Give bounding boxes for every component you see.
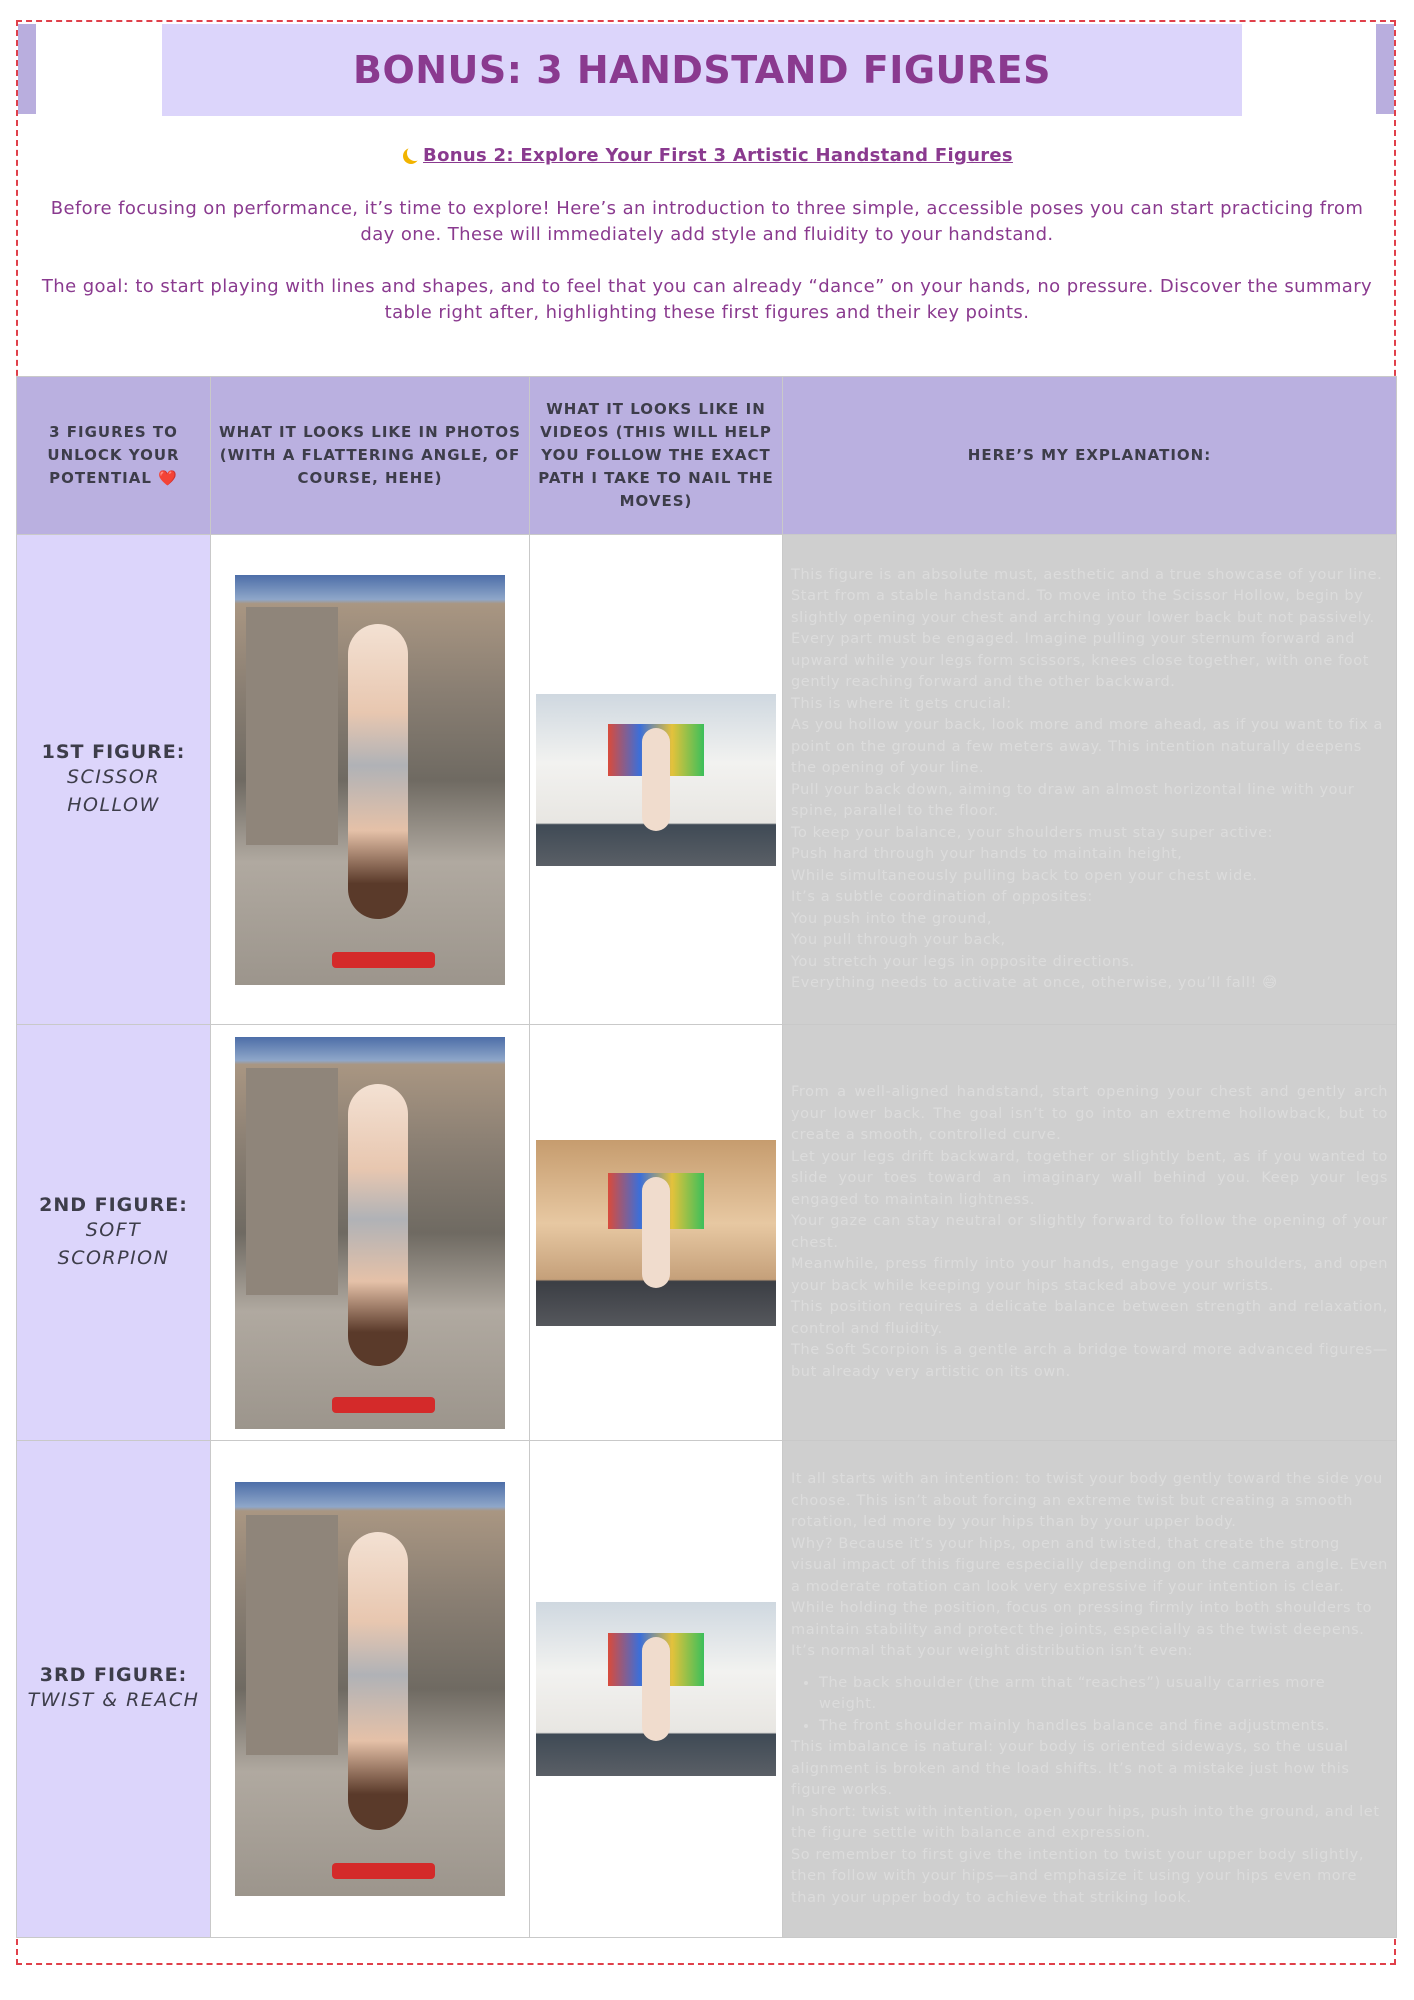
video-cell xyxy=(530,535,783,1025)
photo-person xyxy=(348,1084,407,1366)
explanation-paragraph: This figure is an absolute must, aesthetic and a true showcase of your line. xyxy=(791,566,1383,583)
figure-number: 2ND FIGURE: xyxy=(39,1193,188,1216)
photo-handstand-bars xyxy=(332,1397,435,1413)
video-person xyxy=(642,728,671,831)
intro-paragraph-2: The goal: to start playing with lines and shapes, and to feel that you can already “dance” on your hands, no pressure. Discover the summary table right after, highlighting these first figures and their key points. xyxy=(41,275,1373,323)
explanation-cell xyxy=(783,1441,1397,1938)
left-accent-block xyxy=(18,24,36,114)
figure-label-cell xyxy=(17,1025,211,1441)
figure-photo-image[interactable] xyxy=(235,575,505,985)
explanation-paragraph: While simultaneously pulling back to open your chest wide. xyxy=(791,867,1258,884)
explanation-bullet: • The back shoulder (the arm that “reaches”) usually carries more weight. xyxy=(819,1673,1388,1716)
explanation-paragraph: Let your legs drift backward, together or slightly bent, as if you wanted to slide your toes toward an imaginary wall behind you. Keep your legs engaged to maintain lightness. xyxy=(791,1148,1388,1208)
photo-pillar xyxy=(246,607,338,845)
explanation-paragraph: So remember to first give the intention to twist your upper body slightly, then follow with your hips—and emphasize it using your hips even more than your upper body to achieve that striking look. xyxy=(791,1846,1365,1906)
photo-cell xyxy=(211,535,530,1025)
table-row xyxy=(17,1441,1397,1938)
intro-subtitle-text: Bonus 2: Explore Your First 3 Artistic Handstand Figures xyxy=(423,145,1013,166)
intro-section xyxy=(40,145,1374,326)
header-figures: 3 FIGURES TO UNLOCK YOUR POTENTIAL ❤️ xyxy=(17,377,211,535)
explanation-paragraph: To keep your balance, your shoulders must stay super active: xyxy=(791,824,1274,841)
photo-pillar xyxy=(246,1515,338,1755)
explanation-paragraph: It all starts with an intention: to twist your body gently toward the side you choose. This isn’t about forcing an extreme twist but creating a smooth rotation, led more by your hips than by your upper body. xyxy=(791,1471,1383,1530)
title-banner xyxy=(162,24,1242,116)
figure-photo-image[interactable] xyxy=(235,1482,505,1896)
photo-handstand-bars xyxy=(332,952,435,968)
intro-subtitle xyxy=(401,145,1013,166)
figures-table xyxy=(16,376,1397,1938)
photo-cell xyxy=(211,1025,530,1441)
explanation-paragraph: Pull your back down, aiming to draw an almost horizontal line with your spine, parallel to the floor. xyxy=(791,781,1355,819)
figure-number: 3RD FIGURE: xyxy=(39,1664,188,1686)
explanation-paragraph: Meanwhile, press firmly into your hands, engage your shoulders, and open your back while keeping your hips stacked above your wrists. xyxy=(791,1256,1388,1294)
explanation-paragraph: While holding the position, focus on pressing firmly into both shoulders to maintain stability and protect the joints, especially as the twist deepens. xyxy=(791,1600,1373,1638)
video-person xyxy=(642,1177,671,1289)
explanation-paragraph: Push hard through your hands to maintain height, xyxy=(791,846,1183,862)
figure-video-thumbnail[interactable] xyxy=(536,694,776,866)
header-photos: WHAT IT LOOKS LIKE IN PHOTOS (WITH A FLATTERING ANGLE, OF COURSE, HEHE) xyxy=(211,377,530,535)
explanation-cell xyxy=(783,535,1397,1025)
photo-pillar xyxy=(246,1068,338,1295)
explanation-paragraph: Start from a stable handstand. To move into the Scissor Hollow, begin by slightly opening your chest and arching your lower back but not passively. Every part must be engaged. Imagine pulling your sternum forward and upward while your legs form scissors, knees close together, with one foot gently reaching forward and the other backward. xyxy=(791,588,1375,690)
explanation-paragraph: Your gaze can stay neutral or slightly forward to follow the opening of your chest. xyxy=(791,1213,1388,1251)
explanation-paragraph: As you hollow your back, look more and more ahead, as if you want to fix a point on the ground a few meters away. This intention naturally deepens the opening of your line. xyxy=(791,717,1384,776)
figure-name: SOFT SCORPION xyxy=(57,1218,170,1269)
explanation-paragraph: You push into the ground, xyxy=(791,910,993,927)
page-title: BONUS: 3 HANDSTAND FIGURES xyxy=(352,48,1051,92)
explanation-paragraph: This position requires a delicate balance between strength and relaxation, control and fluidity. xyxy=(791,1299,1388,1337)
photo-person xyxy=(348,1532,407,1830)
explanation-paragraph: This is where it gets crucial: xyxy=(791,695,1012,712)
explanation-paragraph: In short: twist with intention, open your hips, push into the ground, and let the figure settle with balance and expression. xyxy=(791,1803,1380,1841)
table-row xyxy=(17,535,1397,1025)
figure-label-cell xyxy=(17,1441,211,1938)
explanation-paragraph: It’s normal that your weight distribution isn’t even: xyxy=(791,1643,1194,1659)
table-header-row xyxy=(17,377,1397,535)
figure-video-thumbnail[interactable] xyxy=(536,1140,776,1326)
photo-cell xyxy=(211,1441,530,1938)
right-accent-block xyxy=(1376,24,1394,114)
photo-person xyxy=(348,624,407,919)
video-person xyxy=(642,1637,671,1741)
moon-icon xyxy=(407,145,423,161)
explanation-text xyxy=(783,1082,1396,1383)
header-videos: WHAT IT LOOKS LIKE IN VIDEOS (THIS WILL HELP YOU FOLLOW THE EXACT PATH I TAKE TO NAIL THE MOVES) xyxy=(530,377,783,535)
explanation-paragraph: Everything needs to activate at once, otherwise, you’ll fall! 😅 xyxy=(791,975,1278,991)
header-explanation: HERE’S MY EXPLANATION: xyxy=(783,377,1397,535)
figure-name: TWIST & REACH xyxy=(27,1689,200,1711)
intro-paragraph-1: Before focusing on performance, it’s time to explore! Here’s an introduction to three simple, accessible poses you can start practicing from day one. These will immediately add style and fluidity to your handstand. xyxy=(50,197,1364,245)
video-cell xyxy=(530,1025,783,1441)
explanation-bullet: • The front shoulder mainly handles balance and fine adjustments. xyxy=(819,1716,1388,1738)
explanation-text xyxy=(783,565,1396,995)
figure-number: 1ST FIGURE: xyxy=(41,740,186,763)
photo-handstand-bars xyxy=(332,1863,435,1880)
explanation-text xyxy=(783,1469,1396,1909)
figure-photo-image[interactable] xyxy=(235,1037,505,1429)
explanation-paragraph: Why? Because it’s your hips, open and twisted, that create the strong visual impact of this figure especially depending on the camera angle. Even a moderate rotation can look very expressive if your intention is clear. xyxy=(791,1535,1388,1595)
explanation-paragraph: The Soft Scorpion is a gentle arch a bridge toward more advanced figures—but already very artistic on its own. xyxy=(791,1342,1388,1380)
figure-name: SCISSOR HOLLOW xyxy=(66,765,161,816)
explanation-bullets xyxy=(819,1673,1388,1738)
table-row xyxy=(17,1025,1397,1441)
explanation-paragraph: This imbalance is natural: your body is oriented sideways, so the usual alignment is broken and the load shifts. It’s not a mistake just how this figure works. xyxy=(791,1739,1350,1798)
explanation-paragraph: You stretch your legs in opposite directions. xyxy=(791,953,1135,970)
explanation-paragraph: You pull through your back, xyxy=(791,932,1006,948)
video-cell xyxy=(530,1441,783,1938)
figure-label-cell xyxy=(17,535,211,1025)
explanation-cell xyxy=(783,1025,1397,1441)
explanation-paragraph: From a well-aligned handstand, start opening your chest and gently arch your lower back. The goal isn’t to go into an extreme hollowback, but to create a smooth, controlled curve. xyxy=(791,1084,1388,1143)
explanation-paragraph: It’s a subtle coordination of opposites: xyxy=(791,889,1093,905)
figure-video-thumbnail[interactable] xyxy=(536,1602,776,1776)
